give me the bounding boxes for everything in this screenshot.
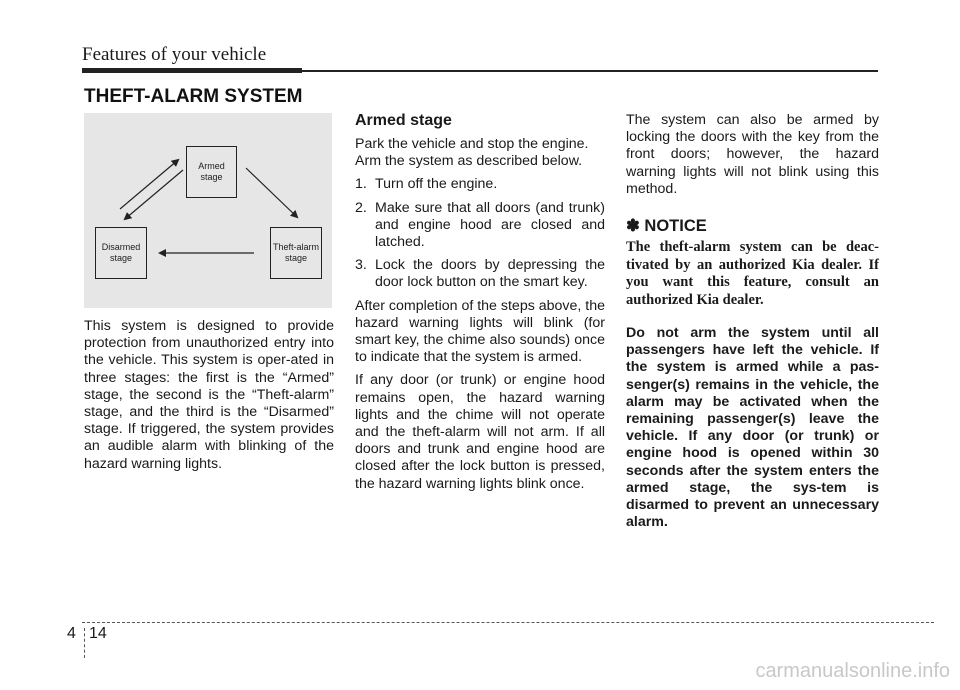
step-number: 1. [355, 176, 367, 193]
header-rule-thick [82, 68, 302, 73]
page-header-title: Features of your vehicle [82, 44, 267, 65]
column-3 [626, 112, 879, 531]
armed-lead-paragraph: Park the vehicle and stop the engine. Arm the system as described below. [355, 136, 589, 170]
page-number: 14 [89, 625, 107, 642]
notice-warning-paragraph: Do not arm the system until all passengers have left the vehicle. If the system is armed while a pas-senger(s) remains in the vehicle, the alarm may be activated when the remaining passenger(s) leave the vehicle. If any door (or trunk) or engine hood is opened within 30 seconds after the system enters the armed stage, the sys-tem is disarmed to prevent an unnecessary alarm. [626, 325, 879, 531]
chapter-number: 4 [67, 625, 76, 642]
section-title: THEFT-ALARM SYSTEM [84, 86, 303, 107]
key-arming-paragraph: The system can also be armed by locking the doors with the key from the front doors; however, the hazard warning lights will not blink using this method. [626, 112, 879, 197]
footer-divider [84, 628, 85, 658]
disarmed-stage-label-line1: Disarmed [101, 242, 141, 252]
theft-alarm-stage-box [270, 227, 322, 279]
header-rule-thin [302, 70, 878, 72]
watermark: carmanualsonline.info [755, 660, 950, 682]
alarm-stage-diagram [84, 113, 332, 308]
arrow-armed-to-disarmed [125, 170, 183, 219]
step-text: Make sure that all doors (and trunk) and engine hood are closed and latched. [375, 199, 605, 251]
open-door-paragraph: If any door (or trunk) or engine hood remains open, the hazard warning lights and the chime will not operate and the theft-alarm will not arm. If all doors and trunk and engine hood are closed after the lock button is pressed, the hazard warning lights blink once. [355, 372, 605, 492]
step-text: Turn off the engine. [375, 176, 498, 193]
footer-rule [82, 622, 934, 623]
theft-stage-label-line1: Theft-alarm [272, 242, 319, 252]
after-steps-paragraph: After completion of the steps above, the hazard warning lights will blink (for smart key, the chime also sounds) once to indicate that the system is armed. [355, 297, 606, 366]
column-1 [84, 318, 334, 473]
arrow-disarmed-to-armed [120, 160, 178, 209]
armed-stage-label-line1: Armed [198, 161, 225, 171]
step-item [355, 176, 605, 193]
column-2 [355, 112, 605, 493]
disarmed-stage-label-line2: stage [109, 253, 132, 263]
notice-dealer-paragraph: The theft-alarm system can be deac-tivated by an authorized Kia dealer. If you want this feature, consult an authorized Kia dealer. [626, 239, 879, 308]
theft-stage-label-line2: stage [284, 253, 307, 263]
disarmed-stage-box [95, 227, 147, 279]
notice-title: ✽ NOTICE [626, 217, 707, 236]
step-item [355, 200, 605, 252]
armed-stage-label-line2: stage [200, 172, 223, 182]
step-number: 2. [355, 199, 367, 216]
arrow-armed-to-theft [246, 168, 297, 217]
armed-stage-title: Armed stage [355, 112, 452, 129]
armed-stage-box [186, 146, 237, 198]
intro-paragraph: This system is designed to provide protection from unauthorized entry into the vehicle. This system is oper-ated in three stages: the first is the “Armed” stage, the second is the “Theft-alarm” stage, and the third is the “Disarmed” stage. If triggered, the system provides an audible alarm with blinking of the hazard warning lights. [84, 318, 334, 472]
step-number: 3. [355, 257, 367, 274]
step-text: Lock the doors by depressing the door lock button on the smart key. [375, 257, 605, 291]
step-item [355, 257, 605, 291]
